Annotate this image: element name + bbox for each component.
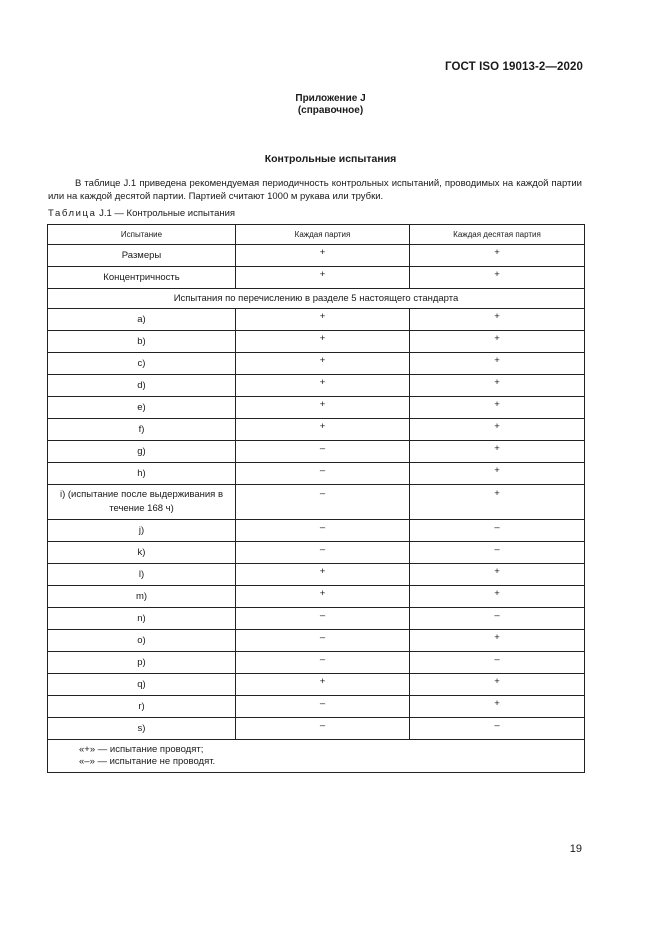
test-name: m) bbox=[48, 586, 236, 608]
test-name: e) bbox=[48, 397, 236, 419]
each-batch-value: + bbox=[236, 245, 410, 267]
table-row bbox=[48, 542, 585, 564]
table-row bbox=[48, 267, 585, 289]
tenth-batch-value: + bbox=[410, 397, 585, 419]
legend-plus: «+» — испытание проводят; bbox=[79, 744, 204, 755]
table-row bbox=[48, 375, 585, 397]
table-row bbox=[48, 245, 585, 267]
table-caption-text: J.1 — Контрольные испытания bbox=[96, 208, 236, 219]
header-test: Испытание bbox=[48, 225, 236, 245]
test-name: q) bbox=[48, 674, 236, 696]
test-name: n) bbox=[48, 608, 236, 630]
table-row bbox=[48, 718, 585, 740]
annex-title: Приложение J bbox=[295, 93, 366, 104]
test-name: o) bbox=[48, 630, 236, 652]
test-name: h) bbox=[48, 463, 236, 485]
tenth-batch-value: + bbox=[410, 441, 585, 463]
each-batch-value: – bbox=[236, 485, 410, 520]
table-row bbox=[48, 586, 585, 608]
test-name: d) bbox=[48, 375, 236, 397]
table-section-row bbox=[48, 289, 585, 309]
each-batch-value: + bbox=[236, 309, 410, 331]
document-code: ГОСТ ISO 19013-2—2020 bbox=[445, 61, 583, 73]
each-batch-value: + bbox=[236, 564, 410, 586]
tenth-batch-value: + bbox=[410, 267, 585, 289]
table-legend bbox=[48, 740, 585, 773]
each-batch-value: – bbox=[236, 463, 410, 485]
test-name: j) bbox=[48, 520, 236, 542]
test-name: i) (испытание после выдерживания в течение 168 ч) bbox=[48, 485, 236, 520]
each-batch-value: + bbox=[236, 397, 410, 419]
each-batch-value: – bbox=[236, 652, 410, 674]
tenth-batch-value: + bbox=[410, 630, 585, 652]
table-row bbox=[48, 564, 585, 586]
test-name: a) bbox=[48, 309, 236, 331]
table-row bbox=[48, 331, 585, 353]
tenth-batch-value: + bbox=[410, 375, 585, 397]
header-each-batch: Каждая партия bbox=[236, 225, 410, 245]
tenth-batch-value: + bbox=[410, 309, 585, 331]
tenth-batch-value: – bbox=[410, 542, 585, 564]
table-row bbox=[48, 397, 585, 419]
tenth-batch-value: + bbox=[410, 564, 585, 586]
each-batch-value: + bbox=[236, 331, 410, 353]
tenth-batch-value: – bbox=[410, 718, 585, 740]
tenth-batch-value: + bbox=[410, 485, 585, 520]
table-row bbox=[48, 419, 585, 441]
annex-type: (справочное) bbox=[297, 105, 364, 116]
tenth-batch-value: + bbox=[410, 353, 585, 375]
tenth-batch-value: + bbox=[410, 419, 585, 441]
tenth-batch-value: + bbox=[410, 245, 585, 267]
tenth-batch-value: – bbox=[410, 608, 585, 630]
table-legend-row bbox=[48, 740, 585, 773]
each-batch-value: + bbox=[236, 674, 410, 696]
test-name: g) bbox=[48, 441, 236, 463]
table-header-row bbox=[48, 225, 585, 245]
tests-table bbox=[47, 224, 585, 773]
legend-minus: «–» — испытание не проводят. bbox=[79, 756, 216, 767]
each-batch-value: + bbox=[236, 353, 410, 375]
header-every-tenth-batch: Каждая десятая партия bbox=[410, 225, 585, 245]
test-name: Размеры bbox=[48, 245, 236, 267]
intro-paragraph: В таблице J.1 приведена рекомендуемая периодичность контрольных испытаний, проводимых на каждой партии или на каждой десятой партии. Партией считают 1000 м рукава или трубки. bbox=[48, 178, 582, 202]
table-row bbox=[48, 441, 585, 463]
each-batch-value: – bbox=[236, 542, 410, 564]
tenth-batch-value: – bbox=[410, 652, 585, 674]
each-batch-value: – bbox=[236, 520, 410, 542]
each-batch-value: + bbox=[236, 375, 410, 397]
test-name: r) bbox=[48, 696, 236, 718]
each-batch-value: + bbox=[236, 586, 410, 608]
table-row bbox=[48, 485, 585, 520]
tenth-batch-value: + bbox=[410, 674, 585, 696]
table-row bbox=[48, 674, 585, 696]
tenth-batch-value: + bbox=[410, 331, 585, 353]
tenth-batch-value: + bbox=[410, 696, 585, 718]
test-name: f) bbox=[48, 419, 236, 441]
table-caption-prefix: Таблица bbox=[48, 208, 97, 219]
test-name: p) bbox=[48, 652, 236, 674]
each-batch-value: + bbox=[236, 419, 410, 441]
table-row bbox=[48, 520, 585, 542]
table-caption bbox=[48, 208, 235, 219]
table-row bbox=[48, 696, 585, 718]
section-row-label: Испытания по перечислению в разделе 5 настоящего стандарта bbox=[48, 289, 585, 309]
test-name: c) bbox=[48, 353, 236, 375]
table-row bbox=[48, 652, 585, 674]
table-row bbox=[48, 309, 585, 331]
table-row bbox=[48, 630, 585, 652]
test-name: l) bbox=[48, 564, 236, 586]
table-row bbox=[48, 353, 585, 375]
test-name: k) bbox=[48, 542, 236, 564]
each-batch-value: – bbox=[236, 441, 410, 463]
page-number: 19 bbox=[569, 843, 582, 855]
tenth-batch-value: – bbox=[410, 520, 585, 542]
each-batch-value: – bbox=[236, 630, 410, 652]
each-batch-value: – bbox=[236, 718, 410, 740]
test-name: Концентричность bbox=[48, 267, 236, 289]
tenth-batch-value: + bbox=[410, 586, 585, 608]
test-name: s) bbox=[48, 718, 236, 740]
test-name: b) bbox=[48, 331, 236, 353]
each-batch-value: + bbox=[236, 267, 410, 289]
tenth-batch-value: + bbox=[410, 463, 585, 485]
table-row bbox=[48, 608, 585, 630]
each-batch-value: – bbox=[236, 608, 410, 630]
each-batch-value: – bbox=[236, 696, 410, 718]
table-row bbox=[48, 463, 585, 485]
section-title: Контрольные испытания bbox=[264, 153, 397, 165]
